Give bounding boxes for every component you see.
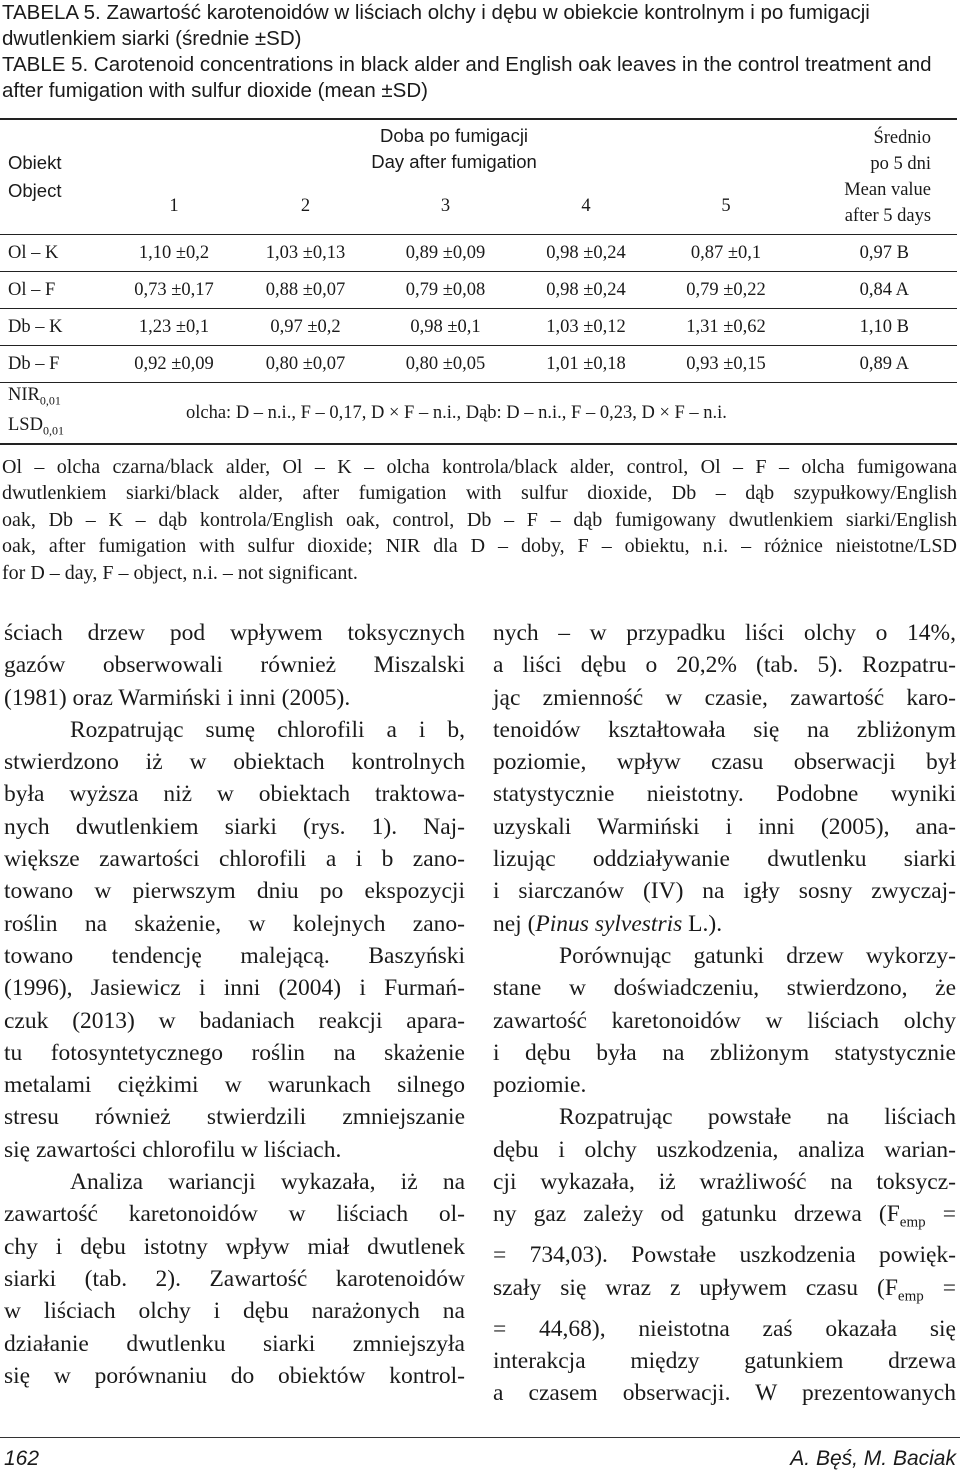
text-line: była wyższa niż w obiektach traktowa- — [4, 781, 465, 808]
body-column-right — [493, 617, 956, 1410]
footer-divider — [0, 1437, 960, 1438]
table-cell: 1,03 ±0,13 — [236, 235, 375, 272]
footnote-line: dwutlenkiem siarki/black alder, after fumigation with sulfur dioxide, Db – dąb szypułkowy/English — [2, 482, 957, 505]
text-line: a czasem obserwacji. W prezentowanych — [493, 1380, 956, 1407]
table-row — [0, 235, 957, 272]
mean-cell: 0,97 B — [796, 235, 957, 272]
caption-en-line: after fumigation with sulfur dioxide (mean ±SD) — [2, 79, 428, 102]
text-line: roślin na skażenie, w kolejnych zano- — [4, 910, 465, 937]
text-line: statystycznie nieistotny. Podobne wyniki — [493, 781, 956, 808]
text-line: stwierdzono iż w obiektach kontrolnych — [4, 749, 465, 776]
object-header: Obiekt Object — [0, 119, 112, 235]
text-line: metalami ciężkimi w warunkach silnego — [4, 1072, 465, 1099]
text-line: Rozpatrując sumę chlorofili a i b, — [70, 716, 465, 743]
text-line: jąc zmienność w czasie, zawartość karo- — [493, 684, 956, 711]
table-cell: 0,73 ±0,17 — [112, 272, 236, 309]
table-cell: 0,80 ±0,07 — [236, 346, 375, 383]
table-cell: 0,87 ±0,1 — [656, 235, 796, 272]
text-line: ny gaz zależy od gatunku drzewa ($F_{emp}$ = — [493, 1201, 956, 1232]
row-label: Db – K — [0, 309, 112, 346]
day-header-cell: 3 — [375, 178, 516, 235]
table-cell: 0,88 ±0,07 — [236, 272, 375, 309]
footnote-line: for D – day, F – object, n.i. – not significant. — [2, 561, 358, 584]
table-footnote — [2, 454, 957, 586]
page-number: 162 — [4, 1447, 40, 1470]
footnote-line: Ol – olcha czarna/black alder, Ol – K – olcha kontrola/black alder, control, Ol – F – olcha fumigowana — [2, 456, 957, 478]
lsd-values: olcha: D – n.i., F – 0,17, D × F – n.i., Dąb: D – n.i., F – 0,23, D × F – n.i. — [112, 383, 957, 445]
text-line: chy i dębu istotny wpływ miał dwutlenek — [4, 1233, 465, 1260]
mean-header: Średnio po 5 dni Mean value after 5 days — [796, 119, 957, 235]
text-line: towano tendencję malejącą. Baszyński — [4, 942, 465, 969]
text-line: i siarczanów (IV) na igły sosny zwyczaj- — [493, 878, 956, 905]
text-line: (1981) oraz Warmiński i inni (2005). — [4, 684, 351, 711]
row-label: Db – F — [0, 346, 112, 383]
text-line: działanie dwutlenku siarki zmniejszyła — [4, 1330, 465, 1357]
running-authors: A. Bęś, M. Baciak — [790, 1447, 956, 1470]
text-line: gazów obserwowali również Miszalski — [4, 652, 465, 679]
text-line: towano w pierwszym dniu po ekspozycji — [4, 878, 465, 905]
table-cell: 0,98 ±0,24 — [516, 235, 656, 272]
text-line: zawartość karetonoidów w liściach olchy — [493, 1007, 956, 1034]
table-cell: 1,10 ±0,2 — [112, 235, 236, 272]
text-line: tenoidów kształtowała się na zbliżonym — [493, 716, 956, 743]
carotenoid-table — [0, 118, 957, 445]
body-column-left — [4, 617, 465, 1392]
text-line: szały się wraz z upływem czasu ($F_{emp}$ = — [493, 1274, 956, 1305]
mean-cell: 0,89 A — [796, 346, 957, 383]
text-line: Analiza wariancji wykazała, iż na — [70, 1169, 465, 1196]
text-line: Rozpatrując powstałe na liściach — [559, 1104, 956, 1131]
table-caption — [2, 0, 957, 104]
day-header-cell: 4 — [516, 178, 656, 235]
day-header-cell: 2 — [236, 178, 375, 235]
table-cell: 0,98 ±0,1 — [375, 309, 516, 346]
table-cell: 1,23 ±0,1 — [112, 309, 236, 346]
text-line: poziomie, wpływ czasu obserwacji był — [493, 749, 956, 776]
text-line: się w porównaniu do obiektów kontrol- — [4, 1362, 465, 1389]
text-line: i dębu była na zbliżonym statystycznie — [493, 1039, 956, 1066]
table-row — [0, 272, 957, 309]
table-cell: 0,98 ±0,24 — [516, 272, 656, 309]
day-header: Doba po fumigacji Day after fumigation — [112, 119, 796, 178]
mean-cell: 0,84 A — [796, 272, 957, 309]
text-line: tu fotosyntetycznego roślin na skażenie — [4, 1039, 465, 1066]
text-line: stane w doświadczeniu, stwierdzono, że — [493, 975, 956, 1002]
text-line: cji wykazała, iż wrażliwość na toksycz- — [493, 1169, 956, 1196]
text-line: interakcja między gatunkiem drzewa — [493, 1347, 956, 1374]
text-line: czuk (2013) w badaniach reakcji apara- — [4, 1007, 465, 1034]
text-line: większe zawartości chlorofili a i b zano- — [4, 846, 465, 873]
table-cell: 1,01 ±0,18 — [516, 346, 656, 383]
table-cell: 0,89 ±0,09 — [375, 235, 516, 272]
table-row — [0, 346, 957, 383]
footnote-line: oak, Db – K – dąb kontrola/English oak, control, Db – F – dąb fumigowany dwutlenkiem siarki/English — [2, 508, 957, 531]
text-line: nych – w przypadku liści olchy o 14%, — [493, 620, 956, 646]
lsd-row — [0, 383, 957, 445]
table-row — [0, 309, 957, 346]
table-cell: 1,03 ±0,12 — [516, 309, 656, 346]
table-cell: 0,79 ±0,22 — [656, 272, 796, 309]
text-line: w liściach olchy i dębu narażonych na — [4, 1298, 465, 1325]
table-cell: 1,31 ±0,62 — [656, 309, 796, 346]
row-label: Ol – F — [0, 272, 112, 309]
caption-en-line: TABLE 5. Carotenoid concentrations in black alder and English oak leaves in the control treatment and — [2, 53, 932, 76]
text-line: lizując oddziaływanie dwutlenku siarki — [493, 846, 956, 873]
mean-cell: 1,10 B — [796, 309, 957, 346]
caption-pl-line: dwutlenkiem siarki (średnie ±SD) — [2, 27, 302, 50]
footnote-line: oak, after fumigation with sulfur dioxide; NIR dla D – doby, F – obiektu, n.i. – różnice nieistotne/LSD — [2, 535, 957, 558]
text-line: siarki (tab. 2). Zawartość karotenoidów — [4, 1265, 465, 1292]
table-cell: 0,79 ±0,08 — [375, 272, 516, 309]
text-line: uzyskali Warmiński i inni (2005), ana- — [493, 813, 956, 840]
row-label: Ol – K — [0, 235, 112, 272]
text-line: się zawartości chlorofilu w liściach. — [4, 1136, 342, 1163]
text-line: a liści dębu o 20,2% (tab. 5). Rozpatru- — [493, 652, 956, 679]
day-header-cell: 5 — [656, 178, 796, 235]
text-line: zawartość karetonoidów w liściach ol- — [4, 1201, 465, 1228]
text-line: = 734,03). Powstałe uszkodzenia powięk- — [493, 1242, 956, 1269]
caption-pl-line: TABELA 5. Zawartość karotenoidów w liściach olchy i dębu w obiekcie kontrolnym i po fumigacji — [2, 1, 870, 24]
text-line: stresu również stwierdzili zmniejszanie — [4, 1104, 465, 1131]
text-line: ściach drzew pod wpływem toksycznych — [4, 620, 465, 646]
text-line: Porównując gatunki drzew wykorzy- — [559, 942, 956, 969]
text-line: poziomie. — [493, 1072, 587, 1099]
table-cell: 0,92 ±0,09 — [112, 346, 236, 383]
text-line: dębu i olchy uszkodzenia, analiza warian- — [493, 1136, 956, 1163]
table-cell: 0,80 ±0,05 — [375, 346, 516, 383]
lsd-label: $NIR_{0,01}$ $LSD_{0,01}$ — [0, 383, 112, 445]
text-line: = 44,68), nieistotna zaś okazała się — [493, 1315, 956, 1342]
text-line: nych dwutlenkiem siarki (rys. 1). Naj- — [4, 813, 465, 840]
text-line: (1996), Jasiewicz i inni (2004) i Furmań- — [4, 975, 465, 1002]
text-line: nej (Pinus sylvestris L.). — [493, 910, 723, 937]
table-cell: 0,97 ±0,2 — [236, 309, 375, 346]
day-header-cell: 1 — [112, 178, 236, 235]
table-cell: 0,93 ±0,15 — [656, 346, 796, 383]
